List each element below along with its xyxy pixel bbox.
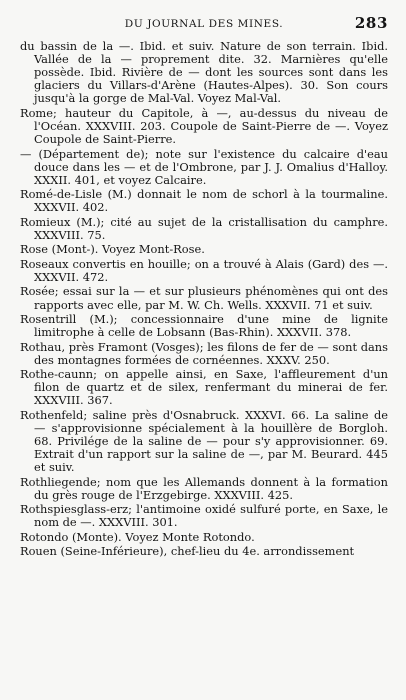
index-entry: Rosentrill (M.); concessionnaire d'une mine de lignite limitrophe à celle de Lobsann (Bas-Rhin). XXXVII. 378. [20,312,388,340]
index-entry: Rotondo (Monte). Voyez Monte Rotondo. [20,529,255,544]
index-entries [20,40,388,558]
index-entry: Rosée; essai sur la — et sur plusieurs phénomènes qui ont des rapports avec elle, par M. W. Ch. Wells. XXXVII. 71 et suiv. [20,284,388,312]
index-entry: — (Département de); note sur l'existence du calcaire d'eau douce dans les — et de l'Ombrone, par J. J. Omalius d'Halloy. XXXII. 401, et voyez Calcaire. [20,146,388,187]
index-entry: Rothliegende; nom que les Allemands donnent à la formation du grès rouge de l'Erzgebirge. XXXVIII. 425. [20,474,388,502]
index-entry: Rothe-caunn; on appelle ainsi, en Saxe, l'affleurement d'un filon de quartz et de silex, renfermant du minerai de fer. XXXVIII. 367. [20,367,388,408]
index-entry: Rouen (Seine-Inférieure), chef-lieu du 4e. arrondissement [20,544,355,559]
running-head: DU JOURNAL DES MINES. [124,18,284,30]
index-entry: Rome; hauteur du Capitole, à —, au-dessus du niveau de l'Océan. XXXVIII. 203. Coupole de Saint-Pierre de —. Voyez Coupole de Saint-Pierre. [20,105,388,147]
index-entry: Rothenfeld; saline près d'Osnabruck. XXXVI. 66. La saline de — s'approvisionne spécialement à la houillère de Borgloh. 68. Privilége de la saline de — pour s'y approvisionner. 69. Extrait d'un rapport sur la saline de —, par M. Beurard. 445 et suiv. [20,407,388,475]
page-header [20,14,388,34]
page-number: 283 [354,14,388,32]
index-entry: Roseaux convertis en houille; on a trouvé à Alais (Gard) des —. XXXVII. 472. [20,256,388,284]
index-entry: Romieux (M.); cité au sujet de la cristallisation du camphre. XXXVIII. 75. [20,214,388,242]
index-entry: Romé-de-Lisle (M.) donnait le nom de schorl à la tourmaline. XXXVII. 402. [20,187,388,215]
index-entry: Rothau, près Framont (Vosges); les filons de fer de — sont dans des montagnes formées de cornéennes. XXXV. 250. [20,339,388,367]
index-entry: Rothspiesglass-erz; l'antimoine oxidé sulfuré porte, en Saxe, le nom de —. XXXVIII. 301. [20,502,388,530]
index-entry: Rose (Mont-). Voyez Mont-Rose. [20,242,205,257]
index-entry: du bassin de la —. Ibid. et suiv. Nature de son terrain. Ibid. Vallée de la — proprement dite. 32. Marnières qu'elle possède. Ibid. Rivière de — dont les sources sont dans les glaciers du Villars-d'Arène (Hautes-Alpes). 30. Son cours jusqu'à la gorge de Mal-Val. Voyez Mal-Val. [20,39,388,106]
